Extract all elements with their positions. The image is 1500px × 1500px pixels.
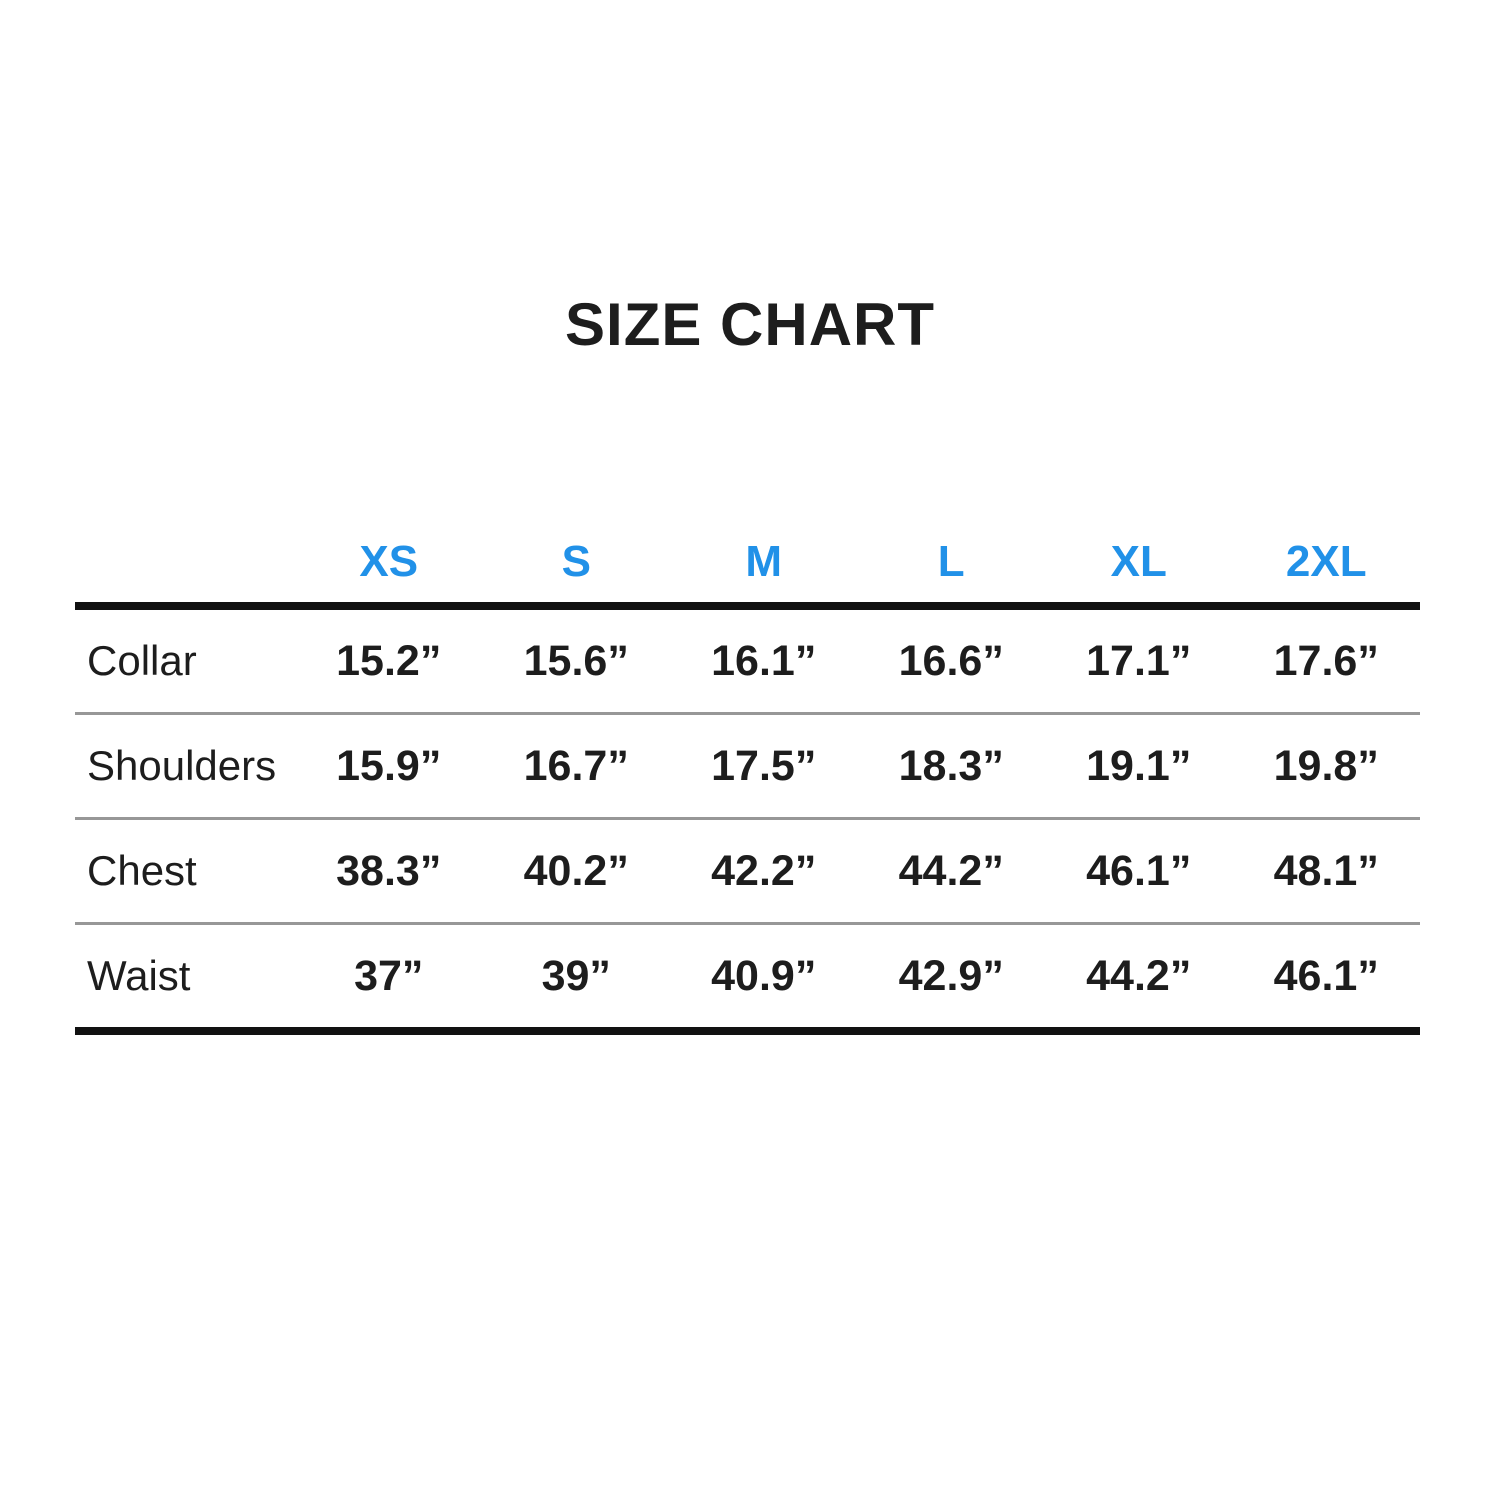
row-label-collar: Collar [87,637,197,684]
chest-m-value: 42.2” [711,846,817,895]
top-rule [75,602,1420,610]
shoulders-2xl-value: 19.8” [1273,741,1379,790]
bottom-rule [75,1027,1420,1035]
shoulders-s-value: 16.7” [523,741,629,790]
shoulders-m-value: 17.5” [711,741,817,790]
column-header-m: M [745,537,783,586]
collar-s-value: 15.6” [523,636,629,685]
shoulders-l-value: 18.3” [898,741,1004,790]
chest-l-value: 44.2” [898,846,1004,895]
column-header-s: S [561,537,591,586]
table-row-chest [75,820,1420,922]
row-label-shoulders: Shoulders [87,742,277,789]
waist-m-value: 40.9” [711,951,817,1000]
table-row-waist [75,925,1420,1027]
size-chart-table [75,522,1420,1035]
chest-xs-value: 38.3” [336,846,442,895]
chest-s-value: 40.2” [523,846,629,895]
shoulders-xl-value: 19.1” [1086,741,1192,790]
chest-2xl-value: 48.1” [1273,846,1379,895]
column-header-xl: XL [1110,537,1167,586]
row-label-waist: Waist [87,952,191,999]
collar-2xl-value: 17.6” [1273,636,1379,685]
table-header-row [75,522,1420,602]
column-header-l: L [937,537,965,586]
row-label-chest: Chest [87,847,197,894]
table-row-shoulders [75,715,1420,817]
shoulders-xs-value: 15.9” [336,741,442,790]
chest-xl-value: 46.1” [1086,846,1192,895]
waist-2xl-value: 46.1” [1273,951,1379,1000]
page-title: SIZE CHART [565,291,935,358]
waist-l-value: 42.9” [898,951,1004,1000]
waist-xl-value: 44.2” [1086,951,1192,1000]
column-header-2xl: 2XL [1285,537,1367,586]
collar-xl-value: 17.1” [1086,636,1192,685]
collar-l-value: 16.6” [898,636,1004,685]
table-row-collar [75,610,1420,712]
column-header-xs: XS [359,537,419,586]
collar-xs-value: 15.2” [336,636,442,685]
collar-m-value: 16.1” [711,636,817,685]
waist-s-value: 39” [541,951,611,1000]
waist-xs-value: 37” [354,951,424,1000]
